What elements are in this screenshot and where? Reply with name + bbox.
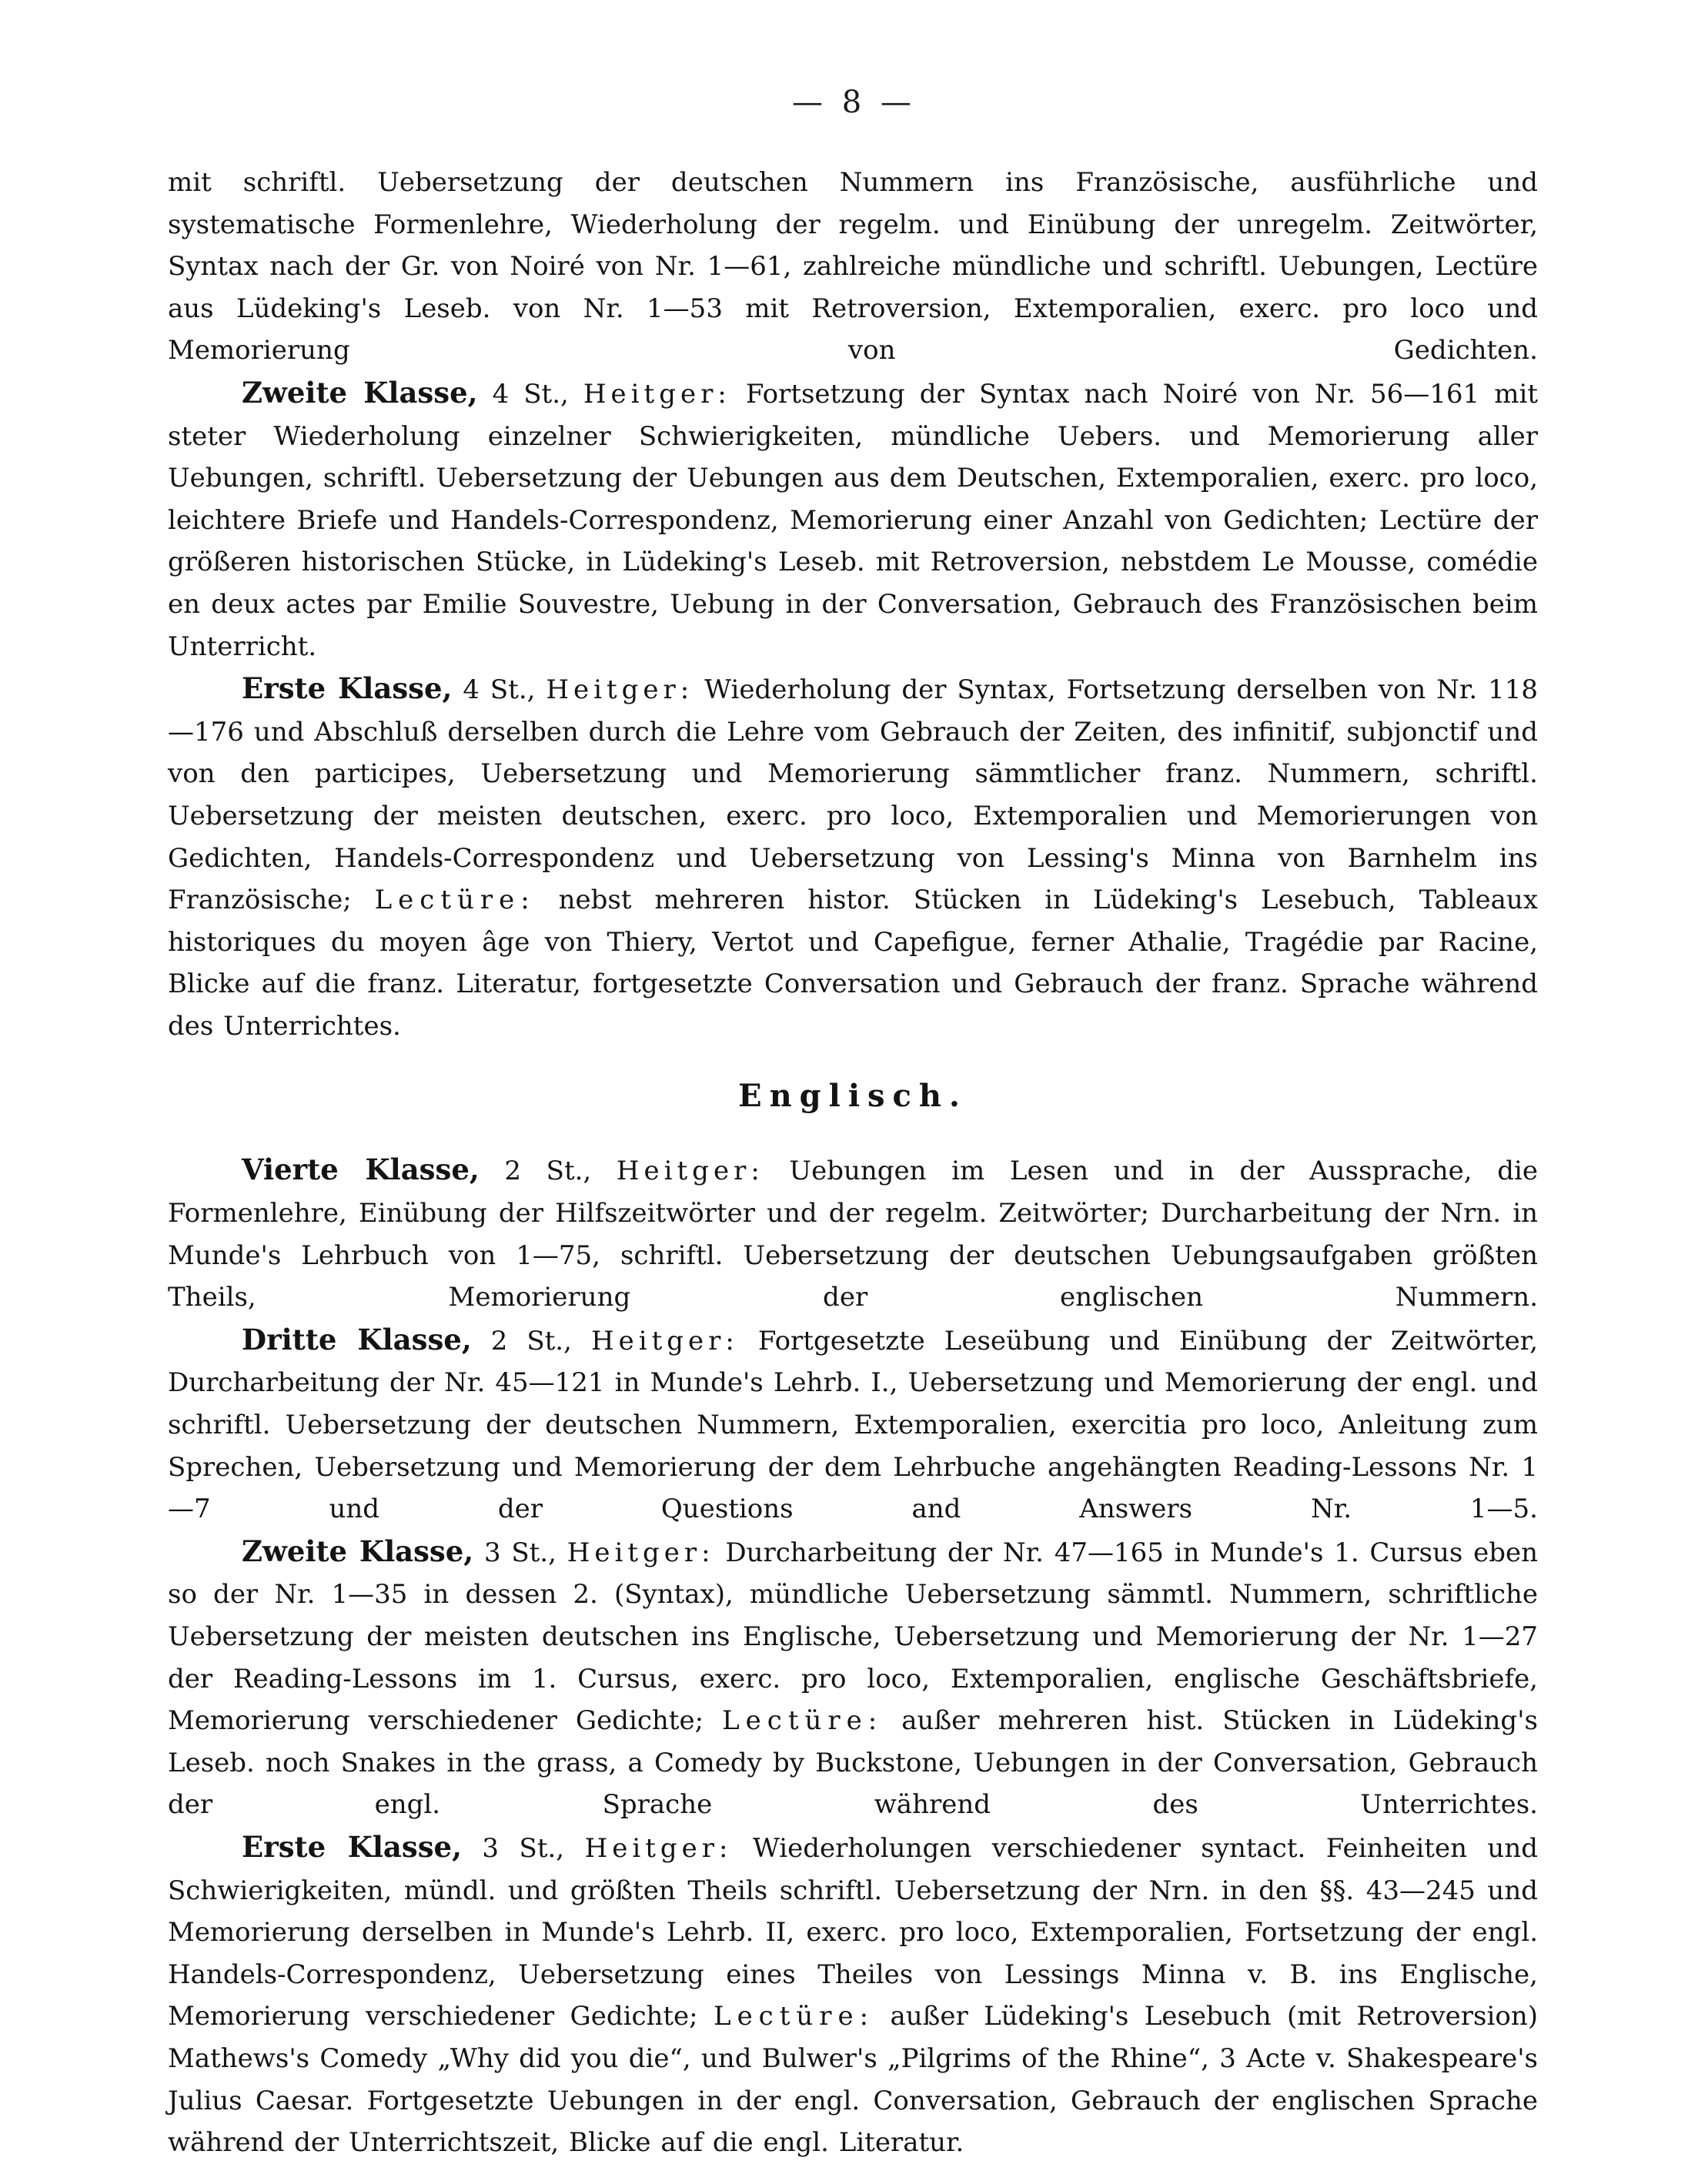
french-intro-paragraph: mit schriftl. Uebersetzung der deutschen Nummern ins Französische, ausführliche und systematische Formenlehre, Wiederholung der regelm. und Einübung der unregelm. Zeitwörter, Syntax nach der Gr. von Noiré von Nr. 1—61, zahlreiche mündliche und schriftl. Uebungen, Lectüre aus Lüdeking's Leseb. von Nr. 1—53 mit Retroversion, Extemporalien, exerc. pro loco und Memorierung von Gedichten. (168, 167, 1538, 366)
class-heading: Erste Klasse, (242, 671, 453, 706)
teacher-name: Heitger: (583, 378, 731, 410)
lecture-label: Lectüre: (722, 1705, 884, 1737)
paragraph-text: Uebungen im Lesen und in der Aussprache, die Formenlehre, Einübung der Hilfszeitwörter und der regelm. Zeitwörter; Durcharbeitung der Nrn. in Munde's Lehrbuch von 1—75, schriftl. Uebersetzung der deutschen Uebungsaufgaben größten Theils, Memorierung der englischen Nummern. (168, 1156, 1538, 1313)
english-zweite-klasse-paragraph (168, 1530, 1538, 1826)
paragraph-text: Wiederholung der Syntax, Fortsetzung derselben von Nr. 118—176 und Abschluß derselben durch die Lehre vom Gebrauch der Zeiten, des infinitif, subjonctif und von den participes, Uebersetzung und Memorierung sämmtlicher franz. Nummern, schriftl. Uebersetzung der meisten deutschen, exerc. pro loco, Extemporalien und Memorierungen von Gedichten, Handels-Correspondenz und Uebersetzung von Lessing's Minna von Barnhelm ins Französische; (168, 674, 1539, 916)
paragraph-text: Fortsetzung der Syntax nach Noiré von Nr. 56—161 mit steter Wiederholung einzelner Schwierigkeiten, mündliche Uebers. und Memorierung aller Uebungen, schriftl. Uebersetzung der Uebungen aus dem Deutschen, Extemporalien, exerc. pro loco, leichtere Briefe und Handels-Correspondenz, Memorierung einer Anzahl von Gedichten; Lectüre der größeren historischen Stücke, in Lüdeking's Leseb. mit Retroversion, nebstdem Le Mousse, comédie en deux actes par Emilie Souvestre, Uebung in der Conversation, Gebrauch des Französischen beim Unterricht. (168, 378, 1538, 662)
lecture-label: Lectüre: (374, 885, 536, 916)
teacher-name: Heitger: (590, 1325, 739, 1356)
hours: 3 St., (461, 1832, 585, 1864)
teacher-name: Heitger: (584, 1832, 733, 1864)
class-heading: Erste Klasse, (242, 1829, 462, 1864)
paragraph-text: außer Lüdeking's Lesebuch (mit Retroversion) Mathews's Comedy „Why did you die“, und Bulwer's „Pilgrims of the Rhine“, 3 Acte v. Shakespeare's Julius Caesar. Fortgesetzte Uebungen in der engl. Conversation, Gebrauch der englischen Sprache während der Unterrichtszeit, Blicke auf die engl. Literatur. (168, 2001, 1538, 2159)
teacher-name: Heitger: (567, 1537, 715, 1568)
teacher-name: Heitger: (546, 674, 694, 706)
french-erste-klasse-paragraph (168, 667, 1538, 1047)
english-vierte-klasse-paragraph (168, 1149, 1538, 1318)
hours: 2 St., (471, 1325, 591, 1356)
paragraph-text: Durcharbeitung der Nr. 47—165 in Munde's 1. Cursus eben so der Nr. 1—35 in dessen 2. (Syntax), mündliche Uebersetzung sämmtl. Nummern, schriftliche Uebersetzung der meisten deutschen ins Englische, Uebersetzung und Memorierung der Nr. 1—27 der Reading-Lessons im 1. Cursus, exerc. pro loco, Extemporalien, englische Geschäftsbriefe, Memorierung verschiedener Gedichte; (168, 1537, 1538, 1737)
paragraph-text: Wiederholungen verschiedener syntact. Feinheiten und Schwierigkeiten, mündl. und größten Theils schriftl. Uebersetzung der Nrn. in den §§. 43—245 und Memorierung derselben in Munde's Lehrb. II, exerc. pro loco, Extemporalien, Fortsetzung der engl. Handels-Correspondenz, Uebersetzung eines Theiles von Lessings Minna v. B. ins Englische, Memorierung verschiedener Gedichte; (168, 1832, 1538, 2032)
hours: 3 St., (473, 1537, 567, 1568)
class-heading: Zweite Klasse, (242, 375, 478, 410)
english-dritte-klasse-paragraph (168, 1319, 1538, 1530)
paragraph-text: außer mehreren hist. Stücken in Lüdeking's Leseb. noch Snakes in the grass, a Comedy by Buckstone, Uebungen in der Conversation, Gebrauch der engl. Sprache während des Unterrichtes. (168, 1705, 1538, 1821)
paragraph-text: nebst mehreren histor. Stücken in Lüdeking's Lesebuch, Tableaux historiques du moyen âge von Thiery, Vertot und Capefigue, ferner Athalie, Tragédie par Racine, Blicke auf die franz. Literatur, fortgesetzte Conversation und Gebrauch der franz. Sprache während des Unterrichtes. (168, 885, 1538, 1042)
teacher-name: Heitger: (616, 1156, 764, 1187)
english-erste-klasse-paragraph (168, 1826, 1538, 2164)
class-heading: Zweite Klasse, (242, 1534, 474, 1568)
french-zweite-klasse-paragraph (168, 372, 1538, 667)
hours: 4 St., (477, 378, 583, 410)
class-heading: Vierte Klasse, (242, 1152, 480, 1187)
page-body (168, 162, 1538, 2164)
paragraph-text: Fortgesetzte Leseübung und Einübung der Zeitwörter, Durcharbeitung der Nr. 45—121 in Munde's Lehrb. I., Uebersetzung und Memorierung der engl. und schriftl. Uebersetzung der deutschen Nummern, Extemporalien, exercitia pro loco, Anleitung zum Sprechen, Uebersetzung und Memorierung der dem Lehrbuche angehängten Reading-Lessons Nr. 1—7 und der Questions and Answers Nr. 1—5. (168, 1325, 1539, 1525)
page-number: — 8 — (792, 85, 916, 120)
hours: 4 St., (452, 674, 546, 706)
section-heading-englisch: Englisch. (738, 1078, 968, 1115)
hours: 2 St., (479, 1156, 617, 1187)
lecture-label: Lectüre: (713, 2001, 875, 2032)
class-heading: Dritte Klasse, (242, 1322, 472, 1356)
